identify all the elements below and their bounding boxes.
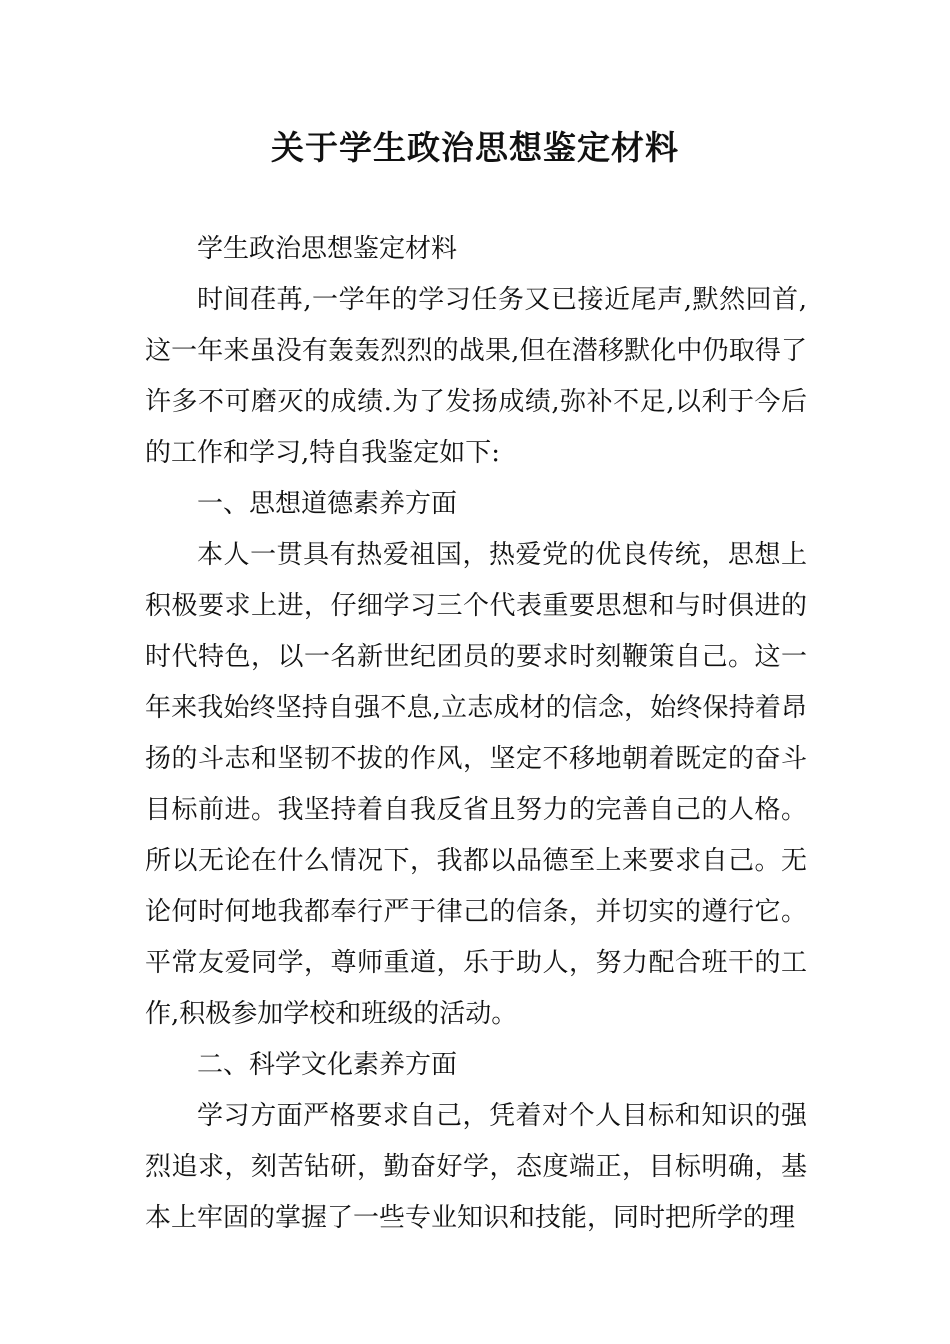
section-2-paragraph: 学习方面严格要求自己，凭着对个人目标和知识的强烈追求，刻苦钻研，勤奋好学，态度端正，目标明确，基本上牢固的掌握了一些专业知识和技能，同时把所学的理 [145, 1101, 807, 1233]
section-1-paragraph: 本人一贯具有热爱祖国，热爱党的优良传统，思想上积极要求上进，仔细学习三个代表重要思想和与时俱进的时代特色，以一名新世纪团员的要求时刻鞭策自己。这一年来我始终坚持自强不息,立志成材的信念，始终保持着昂扬的斗志和坚韧不拔的作风，坚定不移地朝着既定的奋斗目标前进。我坚持着自我反省且努力的完善自己的人格。所以无论在什么情况下，我都以品德至上来要求自己。无论何时何地我都奉行严于律己的信条，并切实的遵行它。平常友爱同学，尊师重道，乐于助人，努力配合班干的工作,积极参加学校和班级的活动。 [145, 540, 807, 1029]
document-body [145, 224, 807, 1244]
section-heading-2: 二、科学文化素养方面 [197, 1050, 458, 1080]
subtitle-paragraph: 学生政治思想鉴定材料 [197, 234, 458, 264]
section-heading-1: 一、思想道德素养方面 [197, 489, 458, 519]
document-title: 关于学生政治思想鉴定材料 [271, 128, 679, 167]
intro-paragraph: 时间荏苒,一学年的学习任务又已接近尾声,默然回首,这一年来虽没有轰轰烈烈的战果,但在潜移默化中仍取得了许多不可磨灭的成绩.为了发扬成绩,弥补不足,以利于今后的工作和学习,特自我鉴定如下: [145, 285, 807, 468]
